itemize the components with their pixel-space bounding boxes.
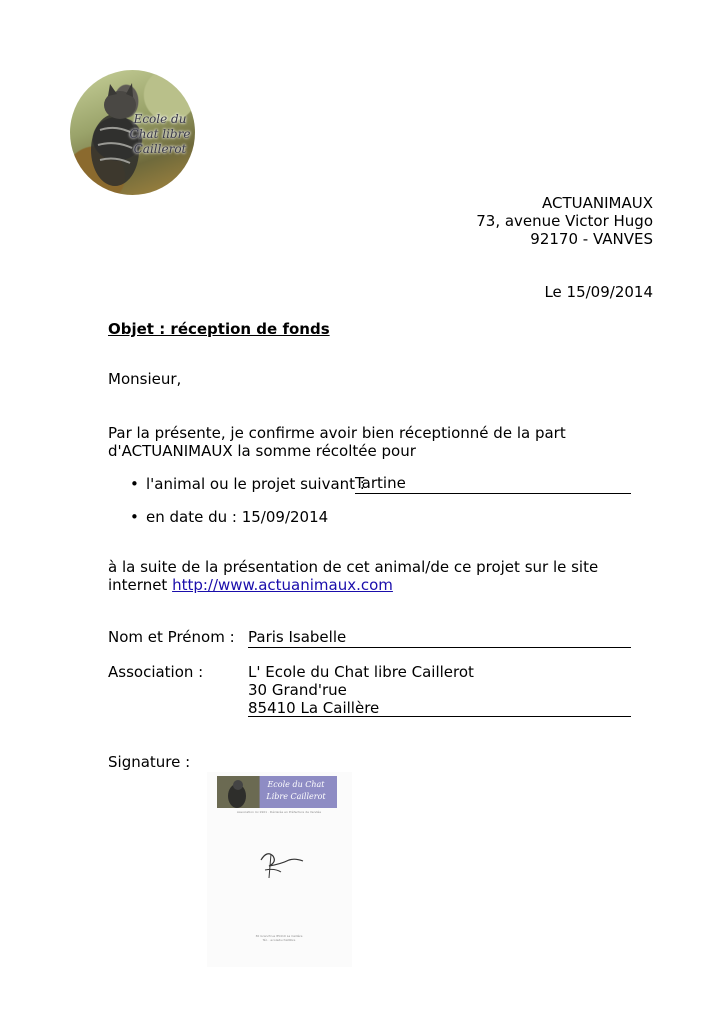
bullet-dot-icon: • <box>130 475 139 493</box>
letter-date: Le 15/09/2014 <box>544 283 653 301</box>
confirmation-paragraph: Par la présente, je confirme avoir bien réceptionné de la part d'ACTUANIMAUX la somme récoltée pour <box>108 424 566 460</box>
cat-photo-icon <box>217 776 259 808</box>
association-underline <box>248 716 631 717</box>
website-link[interactable]: http://www.actuanimaux.com <box>172 576 393 594</box>
logo-text: Ecole du Chat libre Caillerot <box>129 112 191 156</box>
animal-value: Tartine <box>355 474 406 492</box>
signature-letterhead: Ecole du Chat Libre Caillerot <box>217 776 337 808</box>
salutation: Monsieur, <box>108 370 182 388</box>
association-label: Association : <box>108 663 204 681</box>
recipient-city: 92170 - VANVES <box>530 230 653 248</box>
animal-field <box>355 474 631 494</box>
association-logo <box>70 70 195 195</box>
recipient-street: 73, avenue Victor Hugo <box>476 212 653 230</box>
date-received-label: en date du : 15/09/2014 <box>146 508 329 526</box>
signature-image <box>207 772 352 967</box>
subject-line: Objet : réception de fonds <box>108 320 330 338</box>
bullet-dot-icon: • <box>130 508 139 526</box>
name-field <box>248 628 631 648</box>
name-label: Nom et Prénom : <box>108 628 235 646</box>
presentation-paragraph: à la suite de la présentation de cet animal/de ce projet sur le site internet http://www.actuanimaux.com <box>108 558 599 594</box>
handwritten-signature-icon <box>251 842 311 882</box>
signature-label: Signature : <box>108 753 191 771</box>
association-address: L' Ecole du Chat libre Caillerot 30 Grand'rue 85410 La Caillère <box>248 663 474 717</box>
recipient-name: ACTUANIMAUX <box>542 194 653 212</box>
recipient-address <box>476 194 653 248</box>
name-value: Paris Isabelle <box>248 628 347 646</box>
letterhead-fine-print: Association loi 1901 · Déclarée en Préfecture de Vendée <box>236 810 322 814</box>
animal-label: l'animal ou le projet suivant : <box>146 475 365 493</box>
footer-fine-print: 30 Grand'rue 85410 La Caillère Tél. · ecoleduchatlibre <box>255 934 303 942</box>
